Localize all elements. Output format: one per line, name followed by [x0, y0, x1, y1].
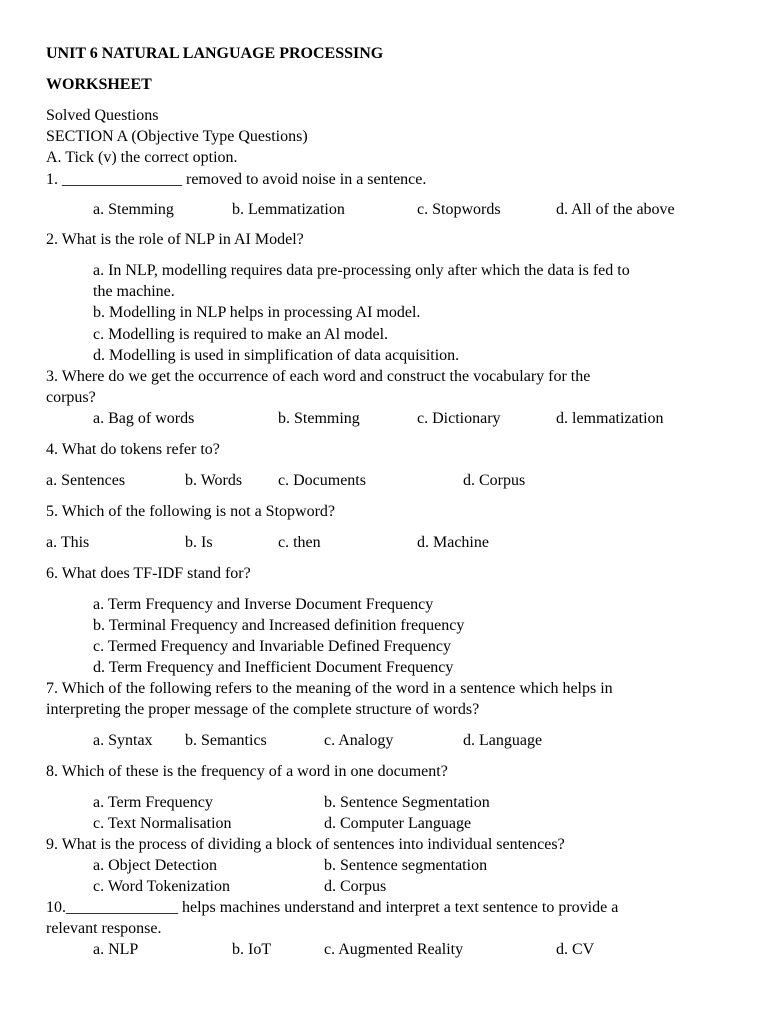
- option-10c: c. Augmented Reality: [324, 941, 464, 958]
- option-9d: d. Corpus: [324, 878, 387, 895]
- option-7b: b. Semantics: [185, 732, 267, 749]
- option-9c: c. Word Tokenization: [93, 878, 230, 895]
- question-3: 3. Where do we get the occurrence of each word and construct the vocabulary for the: [46, 368, 591, 385]
- option-2b: b. Modelling in NLP helps in processing AI model.: [93, 304, 421, 321]
- option-6c: c. Termed Frequency and Invariable Defined Frequency: [93, 638, 451, 655]
- option-3a: a. Bag of words: [93, 410, 195, 427]
- option-7a: a. Syntax: [93, 732, 153, 749]
- option-9b: b. Sentence segmentation: [324, 857, 488, 874]
- option-4d: d. Corpus: [463, 472, 526, 489]
- option-1b: b. Lemmatization: [232, 201, 345, 218]
- section-title: SECTION A (Objective Type Questions): [46, 128, 308, 145]
- option-10b: b. IoT: [232, 941, 272, 958]
- option-6d: d. Term Frequency and Inefficient Document Frequency: [93, 659, 454, 676]
- question-9: 9. What is the process of dividing a block of sentences into individual sentences?: [46, 836, 565, 853]
- option-8b: b. Sentence Segmentation: [324, 794, 490, 811]
- option-3b: b. Stemming: [278, 410, 360, 427]
- option-1a: a. Stemming: [93, 201, 174, 218]
- option-4a: a. Sentences: [46, 472, 126, 489]
- option-6b: b. Terminal Frequency and Increased definition frequency: [93, 617, 465, 634]
- unit-title: UNIT 6 NATURAL LANGUAGE PROCESSING: [46, 45, 384, 62]
- question-6: 6. What does TF-IDF stand for?: [46, 565, 251, 582]
- question-2: 2. What is the role of NLP in AI Model?: [46, 231, 304, 248]
- question-7: 7. Which of the following refers to the meaning of the word in a sentence which helps in: [46, 680, 613, 697]
- question-4: 4. What do tokens refer to?: [46, 441, 220, 458]
- option-5b: b. Is: [185, 534, 213, 551]
- option-8c: c. Text Normalisation: [93, 815, 232, 832]
- option-1d: d. All of the above: [556, 201, 675, 218]
- option-7d: d. Language: [463, 732, 543, 749]
- option-3c: c. Dictionary: [417, 410, 501, 427]
- solved-questions-label: Solved Questions: [46, 107, 159, 124]
- question-1: 1. _______________ removed to avoid noise in a sentence.: [46, 171, 427, 188]
- option-7c: c. Analogy: [324, 732, 394, 749]
- option-2d: d. Modelling is used in simplification of data acquisition.: [93, 347, 460, 364]
- instruction: A. Tick (v) the correct option.: [46, 149, 238, 166]
- option-9a: a. Object Detection: [93, 857, 217, 874]
- option-8a: a. Term Frequency: [93, 794, 213, 811]
- option-2a: a. In NLP, modelling requires data pre-processing only after which the data is fed to: [93, 262, 630, 279]
- option-5d: d. Machine: [417, 534, 489, 551]
- question-3-cont: corpus?: [46, 389, 96, 406]
- question-7-cont: interpreting the proper message of the complete structure of words?: [46, 701, 480, 718]
- option-5c: c. then: [278, 534, 321, 551]
- option-10d: d. CV: [556, 941, 595, 958]
- option-5a: a. This: [46, 534, 90, 551]
- option-2a-cont: the machine.: [93, 283, 175, 300]
- option-8d: d. Computer Language: [324, 815, 472, 832]
- question-10-cont: relevant response.: [46, 920, 162, 937]
- worksheet-title: WORKSHEET: [46, 76, 152, 93]
- option-2c: c. Modelling is required to make an Al model.: [93, 326, 389, 343]
- option-3d: d. lemmatization: [556, 410, 664, 427]
- question-10: 10.______________ helps machines understand and interpret a text sentence to provide a: [46, 899, 619, 916]
- option-1c: c. Stopwords: [417, 201, 501, 218]
- option-4c: c. Documents: [278, 472, 366, 489]
- option-4b: b. Words: [185, 472, 243, 489]
- option-6a: a. Term Frequency and Inverse Document Frequency: [93, 596, 434, 613]
- question-8: 8. Which of these is the frequency of a word in one document?: [46, 763, 448, 780]
- question-5: 5. Which of the following is not a Stopword?: [46, 503, 335, 520]
- option-10a: a. NLP: [93, 941, 139, 958]
